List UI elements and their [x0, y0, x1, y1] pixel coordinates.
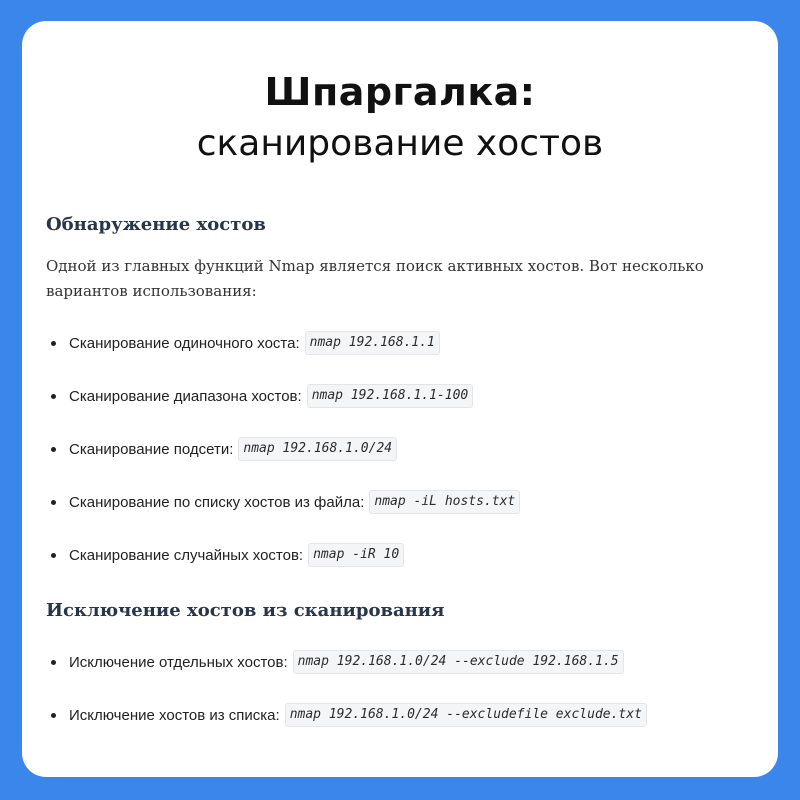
bullet-icon [51, 394, 56, 399]
list-item-text: Исключение отдельных хостов: [69, 653, 288, 671]
bullet-icon [51, 341, 56, 346]
list-item-text: Сканирование случайных хостов: [69, 546, 304, 564]
list-item [46, 489, 520, 515]
list-item [46, 330, 440, 356]
list-item-text: Сканирование одиночного хоста: [69, 334, 300, 352]
page-title: Шпаргалка: [264, 70, 536, 114]
code-snippet: nmap 192.168.1.0/24 --excludefile exclude.txt [285, 703, 647, 727]
list-item [46, 383, 473, 409]
list-item-text: Сканирование диапазона хостов: [69, 387, 302, 405]
section-heading-host-discovery: Обнаружение хостов [46, 214, 266, 235]
list-item [46, 436, 397, 462]
bullet-icon [51, 660, 56, 665]
bullet-icon [51, 713, 56, 718]
list-item [46, 542, 404, 568]
code-snippet: nmap -iL hosts.txt [369, 490, 520, 514]
list-item [46, 702, 647, 728]
list-item-text: Сканирование по списку хостов из файла: [69, 493, 365, 511]
bullet-icon [51, 500, 56, 505]
code-snippet: nmap 192.168.1.0/24 --exclude 192.168.1.5 [293, 650, 624, 674]
code-snippet: nmap 192.168.1.1-100 [307, 384, 474, 408]
page-subtitle: сканирование хостов [196, 123, 604, 164]
section-heading-host-exclusion: Исключение хостов из сканирования [46, 600, 445, 621]
code-snippet: nmap -iR 10 [308, 543, 404, 567]
list-item-text: Сканирование подсети: [69, 440, 234, 458]
list-item [46, 649, 624, 675]
code-snippet: nmap 192.168.1.0/24 [238, 437, 397, 461]
intro-paragraph: Одной из главных функций Nmap является поиск активных хостов. Вот несколько вариантов использования: [46, 257, 704, 300]
code-snippet: nmap 192.168.1.1 [305, 331, 440, 355]
list-item-text: Исключение хостов из списка: [69, 706, 280, 724]
bullet-icon [51, 553, 56, 558]
bullet-icon [51, 447, 56, 452]
